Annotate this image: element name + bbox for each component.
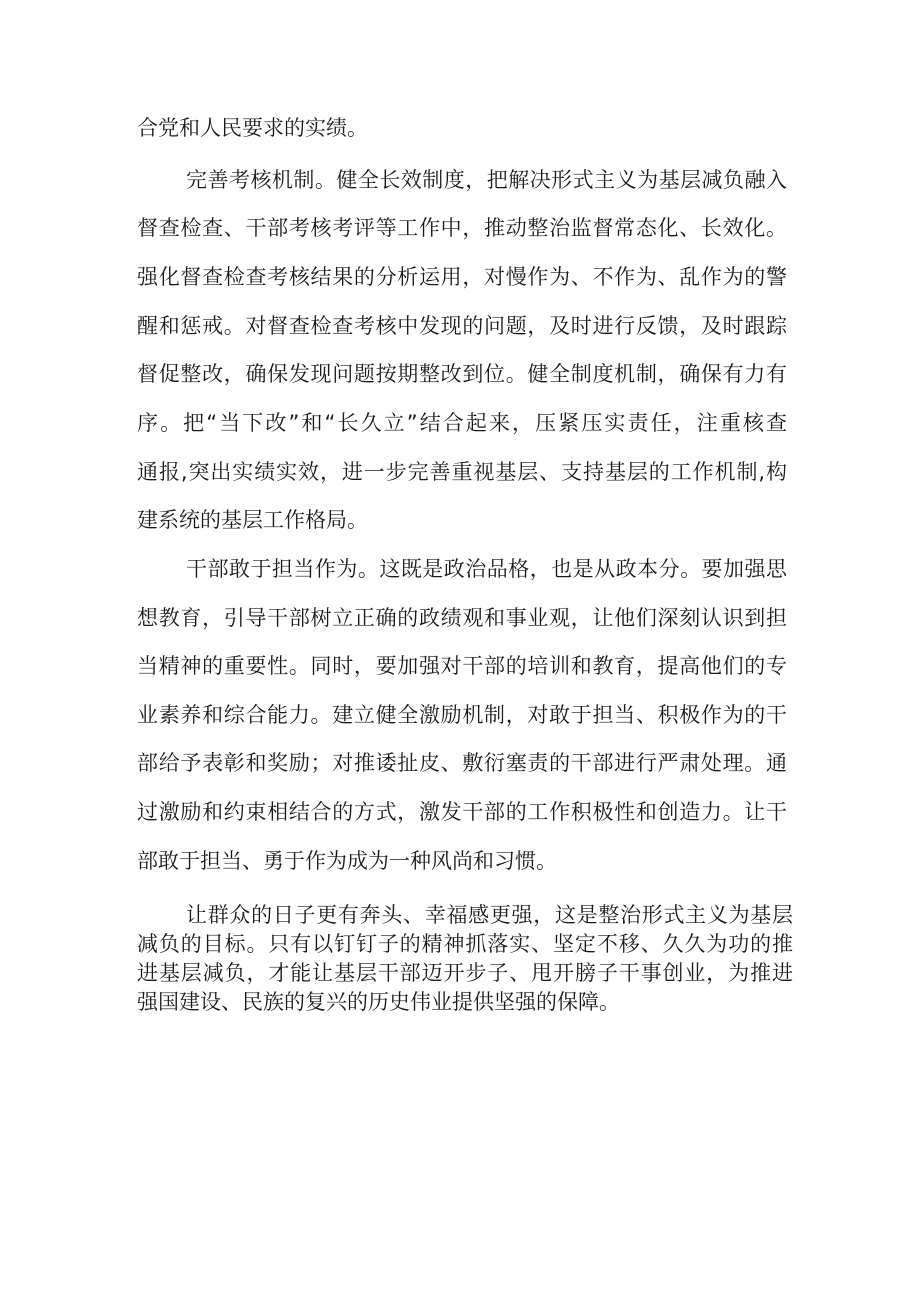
paragraph-3-line-4: 业素养和综合能力。建立健全激励机制，对敢于担当、积极作为的干 [137,703,787,727]
paragraph-2-line-4: 醒和惩戒。对督查检查考核中发现的问题，及时进行反馈，及时跟踪 [137,314,787,338]
paragraph-4-line-3: 进基层减负，才能让基层干部迈开步子、甩开膀子干事创业，为推进 [137,961,793,985]
paragraph-2-line-1: 完善考核机制。健全长效制度，把解决形式主义为基层减负融入 [186,168,787,192]
paragraph-2-line-7: 通报,突出实绩实效，进一步完善重视基层、支持基层的工作机制,构 [137,460,787,484]
paragraph-2-line-8: 建系统的基层工作格局。 [137,508,368,532]
paragraph-3-line-6: 过激励和约束相结合的方式，激发干部的工作积极性和创造力。让干 [137,800,787,824]
paragraph-2-line-2: 督查检查、干部考核考评等工作中，推动整治监督常态化、长效化。 [137,216,787,240]
paragraph-3-line-5: 部给予表彰和奖励；对推诿扯皮、敷衍塞责的干部进行严肃处理。通 [137,751,787,775]
paragraph-2-line-3: 强化督查检查考核结果的分析运用，对慢作为、不作为、乱作为的警 [137,265,787,289]
paragraph-4-line-4: 强国建设、民族的复兴的历史伟业提供坚强的保障。 [137,990,620,1014]
paragraph-1-line-1: 合党和人民要求的实绩。 [137,116,368,140]
paragraph-3-line-7: 部敢于担当、勇于作为成为一种风尚和习惯。 [137,849,557,873]
paragraph-3-line-1: 干部敢于担当作为。这既是政治品格，也是从政本分。要加强思 [186,557,787,581]
paragraph-3-line-3: 当精神的重要性。同时，要加强对干部的培训和教育，提高他们的专 [137,654,787,678]
paragraph-3-line-2: 想教育，引导干部树立正确的政绩观和事业观，让他们深刻认识到担 [137,606,787,630]
paragraph-2-line-6: 序。把“当下改”和“长久立”结合起来，压紧压实责任，注重核查 [137,411,787,435]
paragraph-4-line-2: 减负的目标。只有以钉钉子的精神抓落实、坚定不移、久久为功的推 [137,932,793,956]
paragraph-4-line-1: 让群众的日子更有奔头、幸福感更强，这是整治形式主义为基层 [186,903,793,927]
paragraph-2-line-5: 督促整改，确保发现问题按期整改到位。健全制度机制，确保有力有 [137,362,787,386]
